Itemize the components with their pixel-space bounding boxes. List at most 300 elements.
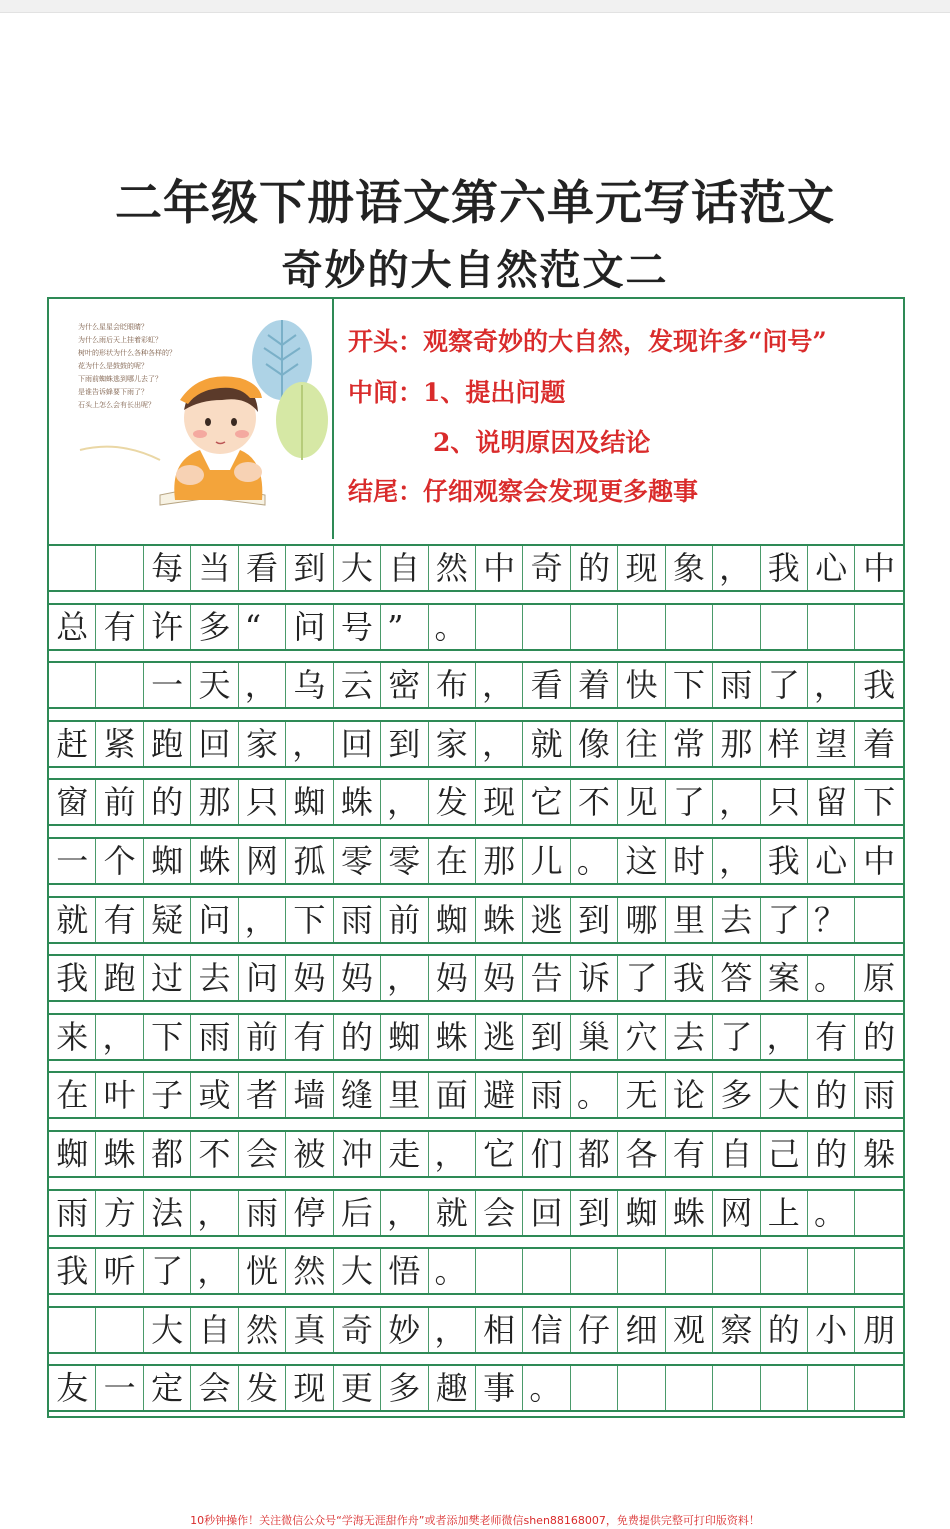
page-title: 二年级下册语文第六单元写话范文 [115,176,835,231]
grid-cell: 蜘 [49,1132,96,1176]
grid-cell: 跑 [96,956,143,1000]
grid-cell: 发 [429,780,476,824]
grid-cell: 个 [96,839,143,883]
grid-cell: 然 [239,1308,286,1352]
grid-cell: ， [239,663,286,707]
grid-cell: 法 [144,1191,191,1235]
grid-row [49,1013,903,1061]
grid-cell: 看 [523,663,570,707]
grid-cell: 前 [239,1015,286,1059]
grid-cell: 穴 [618,1015,665,1059]
grid-cell: 前 [96,780,143,824]
grid-cell: 里 [666,898,713,942]
grid-cell: ， [286,722,333,766]
grid-cell [761,605,808,649]
grid-cell: 蛛 [666,1191,713,1235]
grid-cell: 会 [239,1132,286,1176]
grid-cell: “ [239,605,286,649]
grid-cell [855,1191,902,1235]
illustration-poem-line: 花为什么是鼓鼓的呢？ [78,362,148,370]
grid-cell: ， [381,780,428,824]
grid-cell [523,605,570,649]
grid-cell: 告 [523,956,570,1000]
grid-cell: ， [191,1249,238,1293]
grid-row [49,954,903,1002]
grid-row [49,1189,903,1237]
grid-cell: 。 [571,1073,618,1117]
outline-opening: 开头：观察奇妙的大自然，发现许多“问号” [348,327,827,356]
grid-cell: 现 [618,546,665,590]
grid-cell: 逃 [523,898,570,942]
child-reading-illustration [50,300,330,536]
grid-cell: 蛛 [429,1015,476,1059]
grid-cell [855,605,902,649]
grid-cell [855,898,902,942]
grid-cell: 。 [808,956,855,1000]
grid-cell: 一 [49,839,96,883]
grid-cell: 冲 [334,1132,381,1176]
grid-cell: 赶 [49,722,96,766]
grid-cell [808,605,855,649]
grid-cell: 。 [429,1249,476,1293]
grid-cell: 子 [144,1073,191,1117]
grid-cell: 的 [144,780,191,824]
illustration-poem-line: 是谁告诉蜂要下雨了？ [78,388,148,396]
grid-cell: 心 [808,839,855,883]
grid-cell: 自 [191,1308,238,1352]
grid-cell [713,1366,760,1410]
grid-cell: 后 [334,1191,381,1235]
grid-cell: 案 [761,956,808,1000]
page-subtitle: 奇妙的大自然范文二 [281,246,669,294]
grid-cell: 面 [429,1073,476,1117]
grid-cell: ， [713,780,760,824]
grid-cell: 雨 [523,1073,570,1117]
grid-cell: 我 [49,1249,96,1293]
grid-cell: 窗 [49,780,96,824]
grid-cell: 墙 [286,1073,333,1117]
grid-cell: 不 [571,780,618,824]
grid-cell: 奇 [334,1308,381,1352]
grid-cell: 方 [96,1191,143,1235]
grid-cell: 我 [761,839,808,883]
grid-cell: ？ [808,898,855,942]
illustration [50,300,330,536]
grid-cell: 家 [429,722,476,766]
grid-cell: 。 [429,605,476,649]
grid-cell: 下 [286,898,333,942]
grid-cell: 就 [523,722,570,766]
grid-cell [618,605,665,649]
grid-cell: 雨 [334,898,381,942]
grid-cell: 网 [713,1191,760,1235]
grid-cell: 到 [571,898,618,942]
grid-cell: 都 [144,1132,191,1176]
grid-cell: 朋 [863,1310,896,1349]
grid-cell: 了 [666,780,713,824]
grid-cell: 雨 [713,663,760,707]
grid-cell: 发 [239,1366,286,1410]
grid-cell: 蛛 [476,898,523,942]
grid-cell: 的 [808,1132,855,1176]
grid-cell [761,1249,808,1293]
grid-cell: 了 [618,956,665,1000]
grid-cell [618,1249,665,1293]
grid-cell [713,1249,760,1293]
grid-cell: 大 [144,1308,191,1352]
grid-row [49,778,903,826]
grid-cell: 问 [191,898,238,942]
grid-cell: 察 [713,1308,760,1352]
grid-cell: ， [96,1015,143,1059]
grid-cell: 雨 [239,1191,286,1235]
grid-cell: ， [429,1308,476,1352]
grid-row [49,1364,903,1412]
grid-cell: 下 [863,783,896,822]
grid-cell: 回 [334,722,381,766]
illustration-poem-line: 为什么星星会眨眼睛？ [78,323,148,331]
grid-cell: 里 [381,1073,428,1117]
grid-cell: 到 [286,546,333,590]
grid-cell: 许 [144,605,191,649]
grid-cell: 逃 [476,1015,523,1059]
grid-cell: 快 [618,663,665,707]
grid-cell: 中 [476,546,523,590]
grid-cell [761,1366,808,1410]
grid-cell: 叶 [96,1073,143,1117]
grid-cell: 原 [863,959,896,998]
grid-cell: 然 [286,1249,333,1293]
section-divider [332,297,334,539]
grid-cell [571,1249,618,1293]
grid-cell: 定 [144,1366,191,1410]
grid-row [49,603,903,651]
grid-cell: 诉 [571,956,618,1000]
grid-cell: 见 [618,780,665,824]
illustration-poem-line: 为什么雨后天上挂着彩虹？ [78,336,162,344]
grid-cell: 听 [96,1249,143,1293]
grid-cell [666,605,713,649]
grid-cell: ， [239,898,286,942]
grid-cell: ， [761,1015,808,1059]
grid-cell: 真 [286,1308,333,1352]
grid-cell: 它 [523,780,570,824]
grid-cell: 细 [618,1308,665,1352]
grid-cell: 的 [334,1015,381,1059]
grid-cell: 儿 [523,839,570,883]
grid-cell: 避 [476,1073,523,1117]
grid-cell: ， [381,1191,428,1235]
grid-cell: 来 [49,1015,96,1059]
grid-cell [571,605,618,649]
grid-cell: 它 [476,1132,523,1176]
grid-cell: 问 [286,605,333,649]
grid-cell: 现 [286,1366,333,1410]
grid-cell: 友 [49,1366,96,1410]
grid-cell: 中 [863,549,896,587]
grid-cell: 有 [808,1015,855,1059]
grid-cell: 无 [618,1073,665,1117]
grid-cell: 现 [476,780,523,824]
grid-cell: 密 [381,663,428,707]
grid-cell: ， [476,722,523,766]
illustration-poem-line: 树叶的形状为什么各种各样的？ [78,349,176,357]
grid-cell: 走 [381,1132,428,1176]
grid-cell: 蜘 [144,839,191,883]
grid-cell [666,1249,713,1293]
grid-cell: 停 [286,1191,333,1235]
grid-cell: 蛛 [191,839,238,883]
top-bar [0,0,950,13]
grid-cell: 那 [476,839,523,883]
grid-cell: 只 [239,780,286,824]
grid-cell [476,605,523,649]
grid-cell: 回 [523,1191,570,1235]
grid-cell: 到 [571,1191,618,1235]
grid-cell: 象 [666,546,713,590]
grid-row [49,896,903,944]
grid-cell: 回 [191,722,238,766]
grid-cell: 当 [191,546,238,590]
grid-cell: 己 [761,1132,808,1176]
grid-cell: 恍 [239,1249,286,1293]
grid-cell [49,546,96,590]
grid-cell: 到 [523,1015,570,1059]
grid-cell [855,1366,902,1410]
grid-cell: 上 [761,1191,808,1235]
grid-cell: 多 [191,605,238,649]
grid-cell: 我 [49,956,96,1000]
grid-cell: 悟 [381,1249,428,1293]
grid-row [49,1306,903,1354]
grid-cell: 。 [571,839,618,883]
grid-cell [96,546,143,590]
grid-cell: 一 [144,663,191,707]
grid-cell: 信 [523,1308,570,1352]
grid-cell: 有 [96,898,143,942]
grid-cell: 然 [429,546,476,590]
grid-cell: 有 [666,1132,713,1176]
grid-cell: 去 [713,898,760,942]
grid-cell: 家 [239,722,286,766]
grid-cell: 了 [761,898,808,942]
grid-cell: 零 [334,839,381,883]
grid-cell [808,1366,855,1410]
grid-cell: 心 [808,546,855,590]
grid-cell: 会 [476,1191,523,1235]
grid-cell: 了 [761,663,808,707]
grid-cell [618,1366,665,1410]
grid-cell: 蜘 [618,1191,665,1235]
grid-cell [523,1249,570,1293]
grid-cell: 我 [666,956,713,1000]
grid-cell: 奇 [523,546,570,590]
grid-cell: ” [381,605,428,649]
grid-cell: 下 [144,1015,191,1059]
grid-cell: 像 [571,722,618,766]
grid-cell: 有 [286,1015,333,1059]
grid-cell: 乌 [286,663,333,707]
grid-cell: 天 [191,663,238,707]
grid-cell: 中 [863,842,896,880]
grid-cell: 各 [618,1132,665,1176]
grid-cell: 事 [476,1366,523,1410]
grid-cell: 蛛 [96,1132,143,1176]
grid-cell: 这 [618,839,665,883]
grid-cell: 妈 [429,956,476,1000]
grid-cell: 论 [666,1073,713,1117]
grid-cell: 我 [761,546,808,590]
grid-cell [571,1366,618,1410]
grid-cell: 哪 [618,898,665,942]
grid-cell: 留 [808,780,855,824]
grid-cell: 常 [666,722,713,766]
grid-row [49,1071,903,1119]
grid-cell [666,1366,713,1410]
grid-cell: 过 [144,956,191,1000]
grid-cell: 总 [49,605,96,649]
grid-cell: 们 [523,1132,570,1176]
grid-cell: 我 [863,666,896,705]
grid-cell: 样 [761,722,808,766]
grid-cell: 的 [808,1073,855,1117]
outline-middle-1: 中间：1、提出问题 [348,378,566,407]
grid-cell: 去 [191,956,238,1000]
grid-cell: 。 [523,1366,570,1410]
grid-cell: 着 [571,663,618,707]
grid-cell [855,1249,902,1293]
grid-cell: 雨 [191,1015,238,1059]
grid-cell: 的 [571,546,618,590]
grid-cell: 不 [191,1132,238,1176]
grid-cell [808,1249,855,1293]
grid-cell: 着 [863,724,896,763]
grid-cell [49,663,96,707]
grid-cell: 看 [239,546,286,590]
grid-cell: 巢 [571,1015,618,1059]
grid-cell: 了 [144,1249,191,1293]
grid-cell: 蜘 [381,1015,428,1059]
grid-cell: 往 [618,722,665,766]
outline-middle-2: 2、说明原因及结论 [433,428,651,457]
grid-cell: 就 [429,1191,476,1235]
grid-cell: 网 [239,839,286,883]
grid-cell: 问 [239,956,286,1000]
grid-cell: 或 [191,1073,238,1117]
grid-cell: 的 [761,1308,808,1352]
grid-cell: 大 [334,1249,381,1293]
grid-cell: 仔 [571,1308,618,1352]
grid-cell: 雨 [49,1191,96,1235]
grid-cell: 下 [666,663,713,707]
grid-cell [49,1308,96,1352]
grid-cell: 蛛 [334,780,381,824]
grid-cell: 了 [713,1015,760,1059]
grid-cell: ， [429,1132,476,1176]
footer-notice: 10秒钟操作！关注微信公众号“学海无涯甜作舟”或者添加樊老师微信shen88168007，免费提供完整可打印版资料！ [190,1514,760,1527]
grid-cell: 雨 [863,1076,896,1115]
grid-cell: 大 [761,1073,808,1117]
grid-cell: 有 [96,605,143,649]
grid-cell: 望 [808,722,855,766]
grid-cell: ， [808,663,855,707]
grid-cell: 。 [808,1191,855,1235]
grid-row [49,720,903,768]
grid-cell: 前 [381,898,428,942]
grid-cell: 跑 [144,722,191,766]
grid-cell: 缝 [334,1073,381,1117]
grid-cell: 躲 [863,1135,896,1173]
grid-cell: 那 [191,780,238,824]
grid-cell: 妈 [334,956,381,1000]
grid-cell: ， [713,839,760,883]
grid-cell: 孤 [286,839,333,883]
grid-cell: 时 [666,839,713,883]
grid-cell: 会 [191,1366,238,1410]
grid-cell: 在 [429,839,476,883]
grid-cell: 的 [863,1017,896,1056]
grid-cell: 蜘 [429,898,476,942]
grid-cell: ， [381,956,428,1000]
grid-cell: 答 [713,956,760,1000]
grid-cell: 到 [381,722,428,766]
grid-cell: 去 [666,1015,713,1059]
grid-cell: 趣 [429,1366,476,1410]
grid-cell [96,1308,143,1352]
outline-ending: 结尾：仔细观察会发现更多趣事 [348,477,699,506]
grid-cell: 相 [476,1308,523,1352]
grid-cell: 疑 [144,898,191,942]
grid-cell: ， [713,546,760,590]
grid-cell: ， [476,663,523,707]
grid-cell: 就 [49,898,96,942]
grid-cell: ， [191,1191,238,1235]
grid-cell: 妈 [286,956,333,1000]
grid-cell: 被 [286,1132,333,1176]
grid-cell: 妈 [476,956,523,1000]
grid-cell: 小 [808,1308,855,1352]
grid-cell: 多 [381,1366,428,1410]
grid-row [49,1130,903,1178]
grid-cell [476,1249,523,1293]
grid-cell: 自 [713,1132,760,1176]
grid-cell: 一 [96,1366,143,1410]
grid-cell: 更 [334,1366,381,1410]
grid-cell: 自 [381,546,428,590]
grid-cell: 多 [713,1073,760,1117]
illustration-poem-line: 石头上怎么会有长出呢？ [78,401,155,409]
grid-cell: 零 [381,839,428,883]
grid-cell: 妙 [381,1308,428,1352]
grid-row [49,1247,903,1295]
grid-cell: 每 [144,546,191,590]
grid-cell [713,605,760,649]
grid-cell: 蜘 [286,780,333,824]
grid-cell [96,663,143,707]
grid-cell: 都 [571,1132,618,1176]
grid-cell: 只 [761,780,808,824]
grid-cell: 在 [49,1073,96,1117]
grid-cell: 云 [334,663,381,707]
grid-cell: 者 [239,1073,286,1117]
grid-cell: 号 [334,605,381,649]
grid-cell: 大 [334,546,381,590]
grid-row [49,837,903,885]
grid-cell: 布 [429,663,476,707]
grid-row [49,544,903,592]
grid-row [49,661,903,709]
grid-cell: 观 [666,1308,713,1352]
